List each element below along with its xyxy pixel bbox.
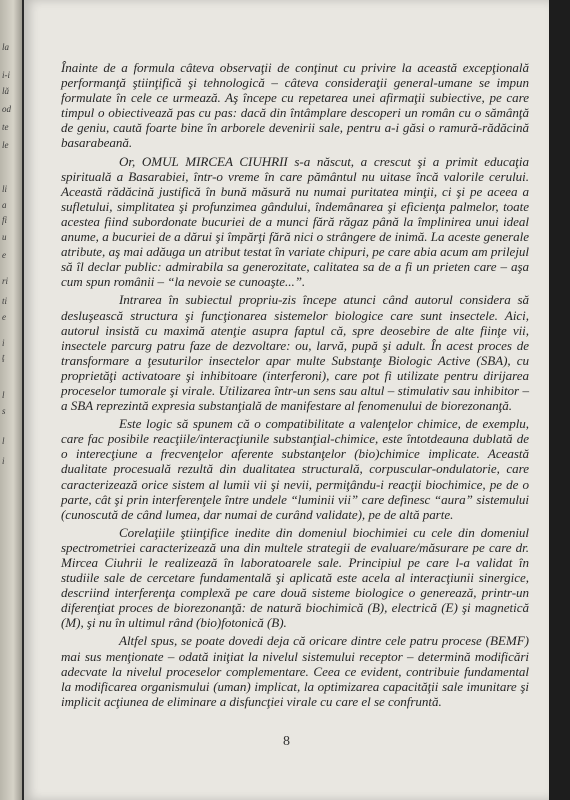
left-page-fragment: u [2, 232, 7, 242]
paragraph-1: Înainte de a formula câteva observaţii de conţinut cu privire la această excepţională performanţă ştiinţifică şi tehnologică – câteva consideraţii general-umane se impun formulate în cele ce urmează. Aş începe cu repetarea unei afirmaţii subiective, pe care timpul o obiectivează pas cu pas: dacă din întâmplare descoperi un român cu o sămânţă de geniu, caută foarte bine în arborele devenirii sale, pentru a-i găsi o ramură-rădăcină basarabeană. [61, 60, 529, 151]
body-text [61, 60, 529, 712]
left-page-fragment: te [2, 122, 9, 132]
book-page [24, 0, 549, 800]
page-number: 8 [283, 734, 290, 749]
left-page-fragment: li [2, 184, 8, 194]
left-page-fragment: ţ [2, 352, 5, 362]
left-page-fragment: a [2, 200, 7, 210]
left-page-fragment: l [2, 436, 5, 446]
scan-background [549, 0, 570, 800]
adjacent-page-edge [0, 0, 22, 800]
left-page-fragment: l [2, 390, 5, 400]
left-page-fragment: fi [2, 215, 8, 225]
left-page-fragment: i-i [2, 70, 10, 80]
left-page-fragment: od [2, 104, 11, 114]
left-page-fragment: i [2, 456, 5, 466]
paragraph-4: Este logic să spunem că o compatibilitate a valenţelor chimice, de exemplu, care fac posibile reacţiile/interacţiunile substanţial-chimice, este întotdeauna dublată de o interecţiune a frecvenţelor aferente substanţelor (bio)chimice implicate. Această dualitate procesuală rezultă din dualitatea structurală, corpuscular-ondulatorie, care caracterizează orice sistem al lumii vii şi nevii, permiţându-i reacţii biochimice, pe de o parte, cât şi prin interferenţele între undele “luminii vii” care definesc “aura” sistemului (cunoscută de când lumea, dar numai de curând validate), pe de altă parte. [61, 416, 529, 522]
left-page-fragment: e [2, 250, 6, 260]
left-page-fragment: i [2, 338, 5, 348]
left-page-fragment: ri [2, 276, 9, 286]
left-page-fragment: s [2, 406, 6, 416]
left-page-fragment: la [2, 42, 10, 52]
left-page-fragment: lă [2, 86, 10, 96]
paragraph-3: Intrarea în subiectul propriu-zis începe atunci când autorul considera să desluşească structura şi funcţionarea sistemelor biologice care sunt insectele. Aici, autorul insistă cu maximă atenţie asupra faptul că, spre deosebire de alte fiinţe vii, insectele parcurg patru faze de dezvoltare: ou, larvă, pupă şi adult. În acest proces de transformare a ţesuturilor insectelor apar multe Substanţe Biologic Active (SBA), cu proprietăţi activatoare şi inhibitoare (interferoni), care pot fi utilizate pentru dirijarea proceselor tumorale şi virale. Utilizarea într-un sens sau altul – stimulativ sau inhibitor – a SBA reprezintă expresia substanţială de manifestare al fenomenului de biorezonanţă. [61, 292, 529, 414]
left-page-fragment: ti [2, 296, 8, 306]
left-page-fragment: e [2, 312, 6, 322]
left-page-fragment: le [2, 140, 9, 150]
paragraph-2: Or, OMUL MIRCEA CIUHRII s-a născut, a crescut şi a primit educaţia spirituală a Basarabiei, într-o vreme în care pământul nu uitase încă valorile cerului. Această rădăcină justifică în bună măsură nu numai puritatea minţii, ci şi pe aceea a sufletului, simplitatea şi profunzimea gândului, îndemânarea şi eficienţa palmelor, toate acestea fiind subordonate bucuriei de a munci fără răgaz până la împlinirea unui ideal anume, a bucuriei de a dărui şi împărţi fără nici o strângere de inimă. La aceste generale atribute, aş mai adăuga un atribut testat în variate chipuri, pe care abia acum am prilejul să îl declar public: admirabila sa generozitate, calitatea sa de a fi un prieten care – aşa cum spun românii – “la nevoie se cunoaşte...”. [61, 153, 529, 290]
paragraph-5: Corelaţiile ştiinţifice inedite din domeniul biochimiei cu cele din domeniul spectrometriei caracterizează una din multele strategii de evaluare/măsurare pe care dr. Mircea Ciuhrii le realizează în laboratoarele sale. Principiul pe care l-a validat în studiile sale de cercetare fundamentală şi aplicată este acela al interacţiunii sinergice, descriind interferenţa complexă pe care două sisteme biologice o generează, printr-un diferenţiat proces de biorezonanţă: de natură biochimică (B), electrică (E) şi magnetică (M), şi nu în ultimul rând (bio)fotonică (B). [61, 524, 529, 631]
paragraph-6: Altfel spus, se poate dovedi deja că oricare dintre cele patru procese (BEMF) mai sus menţionate – odată iniţiat la nivelul sistemului receptor – determină modificări adecvate la nivelul proceselor complementare. Ceea ce evident, contribuie fundamental la modificarea organismului (uman) implicat, la optimizarea capacităţii sale imunitare şi implicit acţiunea de eliminare a disfuncţiei virale cu care el se confruntă. [61, 633, 529, 709]
